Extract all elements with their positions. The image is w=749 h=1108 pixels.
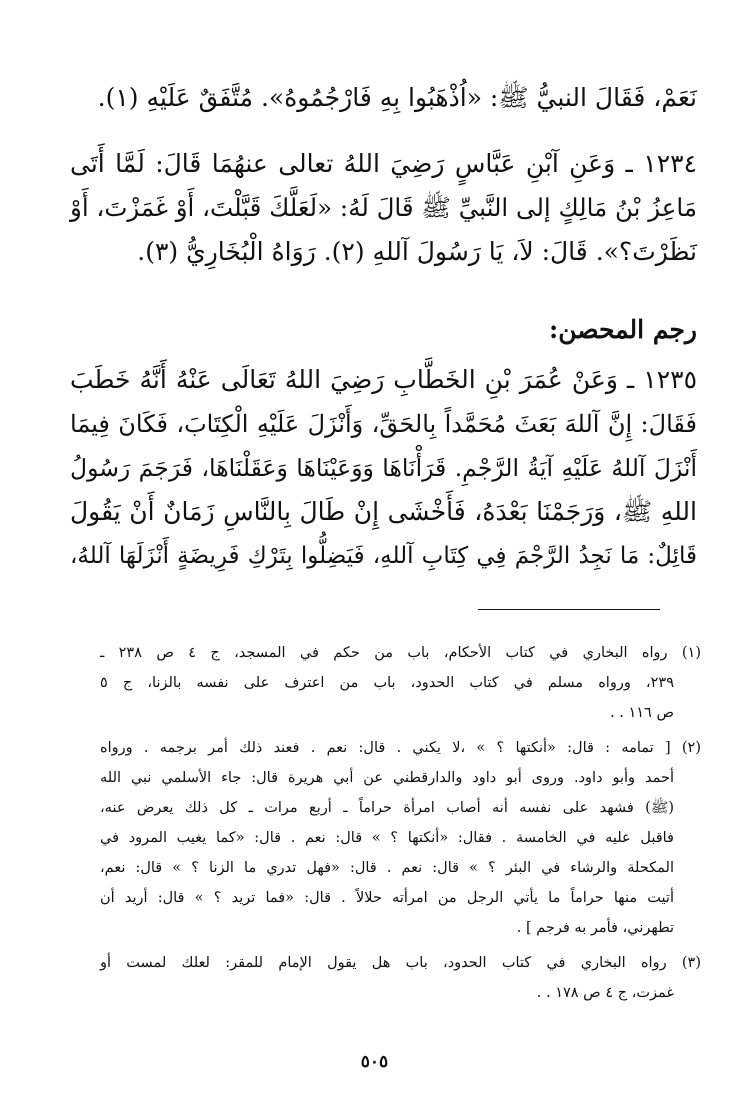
- hadith-1234-line: نَظَرْتَ؟». قَالَ: لاَ، يَا رَسُولَ آللهِ (٢). رَوَاهُ الْبُخَارِيُّ (٣).: [137, 237, 697, 266]
- footnote-3-line: غمزت، ج ٤ ص ١٧٨ . .: [536, 985, 674, 1001]
- footnote-separator: [478, 609, 660, 610]
- hadith-1235-line: اللهِ ﷺ، وَرَجَمْنَا بَعْدَهُ، فَأَخْشَى إِنْ طَالَ بِالنَّاسِ زَمَانٌ أَنْ يَقُولَ: [70, 497, 697, 526]
- hadith-1235-line: قَائِلٌ: مَا نَجِدُ الرَّجْمَ فِي كِتَابِ آللهِ، فَيَضِلُّوا بِتَرْكِ فَرِيضَةٍ أَنْزَلَهَا آللهُ،: [70, 543, 697, 569]
- footnote-2-line: (ﷺ) فشهد على نفسه أنه أصاب امرأة حراماً ـ أربع مرات ـ كل ذلك يعرض عنه،: [100, 800, 674, 816]
- footnote-2-line: المكحلة والرشاء في البئر ؟ » قال: نعم . قال: «فهل تدري ما الزنا ؟ » قال: نعم،: [100, 860, 674, 876]
- footnote-2-line: فاقبل عليه في الخامسة . فقال: «أنكتها ؟ » قال: نعم . قال: «كما يغيب المرود في: [100, 830, 674, 846]
- footnote-2-line: أحمد وأبو داود. وروى أبو داود والدارقطني عن أبي هريرة قال: جاء الأسلمي نبي الله: [100, 770, 674, 786]
- footnote-2-line: أتيت منها حراماً ما يأتي الرجل من امرأته حلالاً . قال: «فما تريد ؟ » قال: أريد أن: [100, 890, 674, 906]
- hadith-1233-ending: نَعَمْ، فَقَالَ النبيُّ ﷺ: «اُذْهَبُوا بِهِ فَارْجُمُوهُ». مُتَّفَقٌ عَلَيْهِ (١).: [97, 83, 697, 112]
- footnote-3-line: (٣) رواه البخاري في كتاب الحدود، باب هل يقول الإمام للمقر: لعلك لمست أو: [100, 955, 701, 971]
- footnote-1-line: ٢٣٩، ورواه مسلم في كتاب الحدود، باب من اعترف على نفسه بالزنا، ج ٥: [100, 675, 674, 691]
- hadith-1235-line: أَنْزَلَ آللهُ عَلَيْهِ آيَةُ الرَّجْمِ. قَرَأْنَاهَا وَوَعَيْنَاهَا وَعَقَلْنَاهَا، فَرَجَمَ رَسُولُ: [70, 454, 697, 482]
- section-heading: رجم المحصن:: [549, 315, 697, 344]
- page-number: ٥٠٥: [360, 1052, 389, 1072]
- hadith-1235-line: ١٢٣٥ ـ وَعَنْ عُمَرَ بْنِ الخَطَّابِ رَضِيَ اللهُ تَعَالَى عَنْهُ أَنَّهُ خَطَبَ: [70, 365, 697, 394]
- hadith-1235-line: فَقَالَ: إِنَّ آللهَ بَعَثَ مُحَمَّداً بِالحَقِّ، وَأَنْزَلَ عَلَيْهِ الْكِتَابَ، فَكَانَ فِيمَا: [70, 410, 697, 438]
- footnote-2-line: (٢) [ تمامه : قال: «أنكتها ؟ » ،لا يكني . قال: نعم . فعند ذلك أمر برجمه . ورواه: [100, 740, 701, 756]
- hadith-1234-line: مَاعِزُ بْنُ مَالِكٍ إلى النَّبيِّ ﷺ قَالَ لَهُ: «لَعَلَّكَ قَبَّلْتَ، أَوْ غَمَزْتَ، أَوْ: [70, 193, 697, 222]
- hadith-1234-line: ١٢٣٤ ـ وَعَنِ آبْنِ عَبَّاسٍ رَضِيَ اللهُ تعالى عنهُمَا قَالَ: لَمَّا أَتَى: [70, 149, 697, 178]
- footnote-1-line: (١) رواه البخاري في كتاب الأحكام، باب من حكم في المسجد، ج ٤ ص ٢٣٨ ـ: [100, 645, 702, 661]
- footnote-2-line: تطهرني، فأمر به فرجم ] .: [516, 920, 674, 936]
- footnote-1-line: ص ١١٦ . .: [610, 705, 674, 721]
